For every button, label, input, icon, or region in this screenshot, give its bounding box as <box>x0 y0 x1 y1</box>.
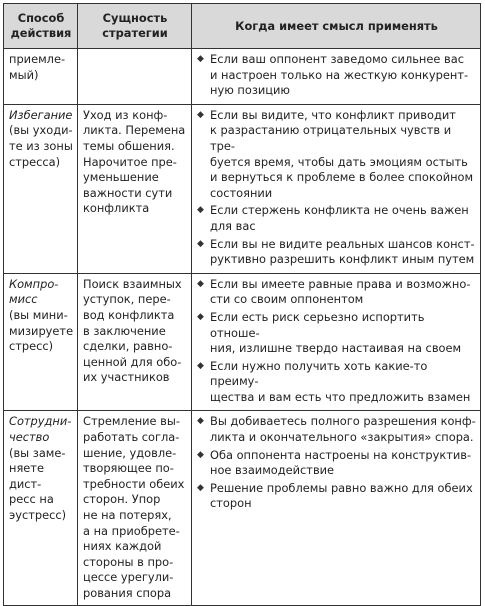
diamond-bullet-icon: ◆ <box>197 278 204 289</box>
when-cell <box>192 49 481 105</box>
when-list <box>197 277 476 406</box>
method-name: Избегание <box>9 107 73 122</box>
list-item <box>197 414 476 445</box>
list-item-text: Если вы не видите реальных шансов конст- руктивно разрешить конфликт иным путем <box>210 236 475 267</box>
when-cell <box>192 273 481 411</box>
table-header-row <box>4 4 481 49</box>
diamond-bullet-icon: ◆ <box>197 449 204 460</box>
when-list <box>197 414 476 512</box>
strategy-table <box>3 3 481 606</box>
when-cell <box>192 104 481 273</box>
method-note: (вы заме- няете дист- ресс на эустресс) <box>9 445 67 523</box>
when-list <box>197 108 476 268</box>
table-row <box>4 411 481 605</box>
method-cell <box>4 49 78 105</box>
header-when: Когда имеет смысл применять <box>192 4 481 49</box>
list-item <box>197 237 476 268</box>
diamond-bullet-icon: ◆ <box>197 238 204 249</box>
when-list <box>197 52 476 99</box>
method-name: Сотрудни- чество <box>9 414 72 445</box>
list-item-text: Если нужно получить хоть какие-то преиму- щества и вам есть что предложить взамен <box>210 358 471 404</box>
method-note: приемле- мый) <box>9 52 66 82</box>
diamond-bullet-icon: ◆ <box>197 205 204 216</box>
method-cell <box>4 411 78 605</box>
list-item-text: Если есть риск серьезно испортить отноше- ния, излишне твердо настаивая на своем <box>210 309 462 356</box>
list-item-text: Решение проблемы равно важно для обеих сторон <box>210 480 473 511</box>
table-row <box>4 104 481 273</box>
essence-cell: Уход из конф- ликта. Перемена темы обшения. Нарочитое пре- уменьшение важности сути конфликта <box>78 104 192 273</box>
list-item-text: Если стержень конфликта не очень важен для вас <box>210 203 469 233</box>
header-essence: Сущность стратегии <box>78 4 192 49</box>
list-item-text: Вы добиваетесь полного разрешения конф- ликта и окончательного «закрытия» спора. <box>210 414 476 445</box>
diamond-bullet-icon: ◆ <box>197 482 204 493</box>
essence-cell <box>78 49 192 105</box>
list-item-text: Если вы видите, что конфликт приводит к разрастанию отрицательных чувств и тре- буется время, чтобы дать эмоциям остыть и вернуться к проблеме в более спокойном состоянии <box>210 107 474 200</box>
diamond-bullet-icon: ◆ <box>197 416 204 427</box>
table-row <box>4 273 481 411</box>
list-item <box>197 481 476 512</box>
diamond-bullet-icon: ◆ <box>197 360 204 371</box>
list-item-text: Если ваш оппонент заведомо сильнее вас и настроен только на жесткую конкурент- ную позицию <box>210 52 469 98</box>
list-item <box>197 108 476 202</box>
essence-cell: Стремление вы- работать согла- шение, удовле- творяющее по- требности обеих сторон. Упор не на потерях, а на приобрете- ниях каждой стороны в про- цессе урегули- рования спора <box>78 411 192 605</box>
diamond-bullet-icon: ◆ <box>197 54 204 64</box>
list-item <box>197 52 476 99</box>
essence-cell: Поиск взаимных уступок, пере- вод конфликта в заключение сделки, равно- ценной для обо- их участников <box>78 273 192 411</box>
list-item <box>197 448 476 479</box>
method-note: (вы мини- мизируете стресс) <box>9 307 74 354</box>
method-cell <box>4 104 78 273</box>
list-item <box>197 359 476 406</box>
list-item <box>197 310 476 357</box>
table-body <box>4 49 481 606</box>
method-note: (вы уходи- те из зоны стресса) <box>9 123 73 169</box>
list-item <box>197 277 476 308</box>
table-row <box>4 49 481 105</box>
diamond-bullet-icon: ◆ <box>197 109 204 120</box>
method-cell <box>4 273 78 411</box>
list-item-text: Оба оппонента настроены на конструктив- ное взаимодействие <box>210 447 472 478</box>
header-method: Способ действия <box>4 4 78 49</box>
list-item <box>197 203 476 234</box>
diamond-bullet-icon: ◆ <box>197 311 204 322</box>
when-cell <box>192 411 481 605</box>
method-name: Компро- мисс <box>9 276 59 307</box>
list-item-text: Если вы имеете равные права и возможно- сти со своим оппонентом <box>210 276 471 307</box>
